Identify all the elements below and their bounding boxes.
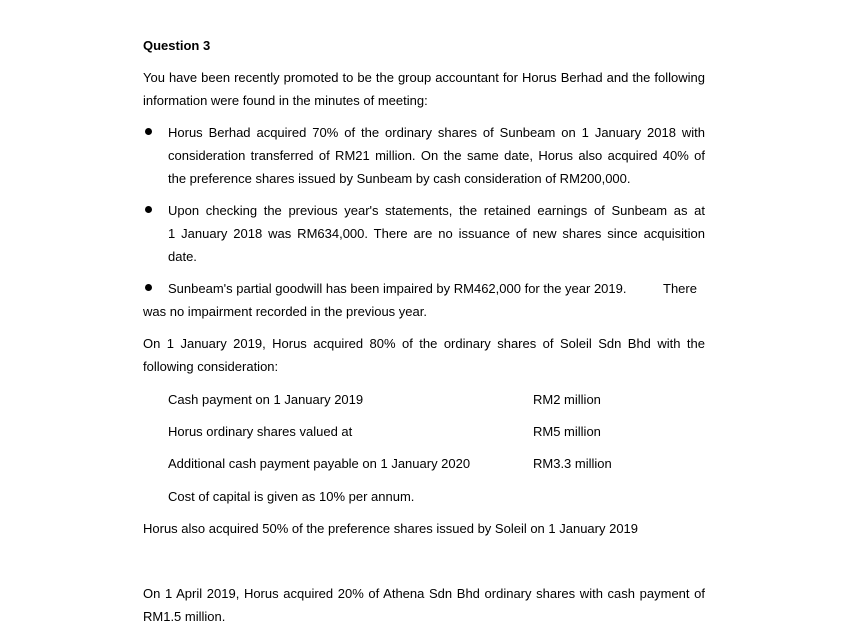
intro-line-1: You have been recently promoted to be the group accountant for Horus Berhad and the following (143, 70, 705, 85)
bullet-1-line-2: consideration transferred of RM21 million. On the same date, Horus also acquired 40% of (168, 148, 705, 163)
preference-note: Horus also acquired 50% of the preference shares issued by Soleil on 1 January 2019 (143, 521, 639, 536)
bullet-2-line-1: Upon checking the previous year's statements, the retained earnings of Sunbeam as at (168, 203, 705, 218)
bullet-1-line-3: the preference shares issued by Sunbeam by cash consideration of RM200,000. (168, 171, 631, 186)
soleil-line-1: On 1 January 2019, Horus acquired 80% of the ordinary shares of Soleil Sdn Bhd with the (143, 336, 705, 351)
athena-line-1: On 1 April 2019, Horus acquired 20% of Athena Sdn Bhd ordinary shares with cash payment of (143, 586, 705, 601)
bullet-3-dot (145, 284, 152, 291)
consideration-item-1: Cash payment on 1 January 2019 (168, 392, 364, 407)
soleil-line-2: following consideration: (143, 359, 279, 374)
bullet-1-line-1: Horus Berhad acquired 70% of the ordinary shares of Sunbeam on 1 January 2018 with (168, 125, 705, 140)
consideration-item-2: Horus ordinary shares valued at (168, 424, 353, 439)
consideration-amount-1: RM2 million (533, 392, 601, 407)
consideration-amount-3: RM3.3 million (533, 456, 612, 471)
bullet-2-line-3: date. (168, 249, 197, 264)
consideration-amount-2: RM5 million (533, 424, 601, 439)
consideration-item-3: Additional cash payment payable on 1 January 2020 (168, 456, 471, 471)
athena-line-2: RM1.5 million. (143, 609, 226, 624)
bullet-3-line-2: was no impairment recorded in the previous year. (143, 304, 427, 319)
bullet-1-dot (145, 128, 152, 135)
bullet-3-line-1-end: There (663, 281, 697, 296)
question-title: Question 3 (143, 38, 211, 53)
bullet-3-line-1: Sunbeam's partial goodwill has been impaired by RM462,000 for the year 2019. (168, 281, 627, 296)
cost-of-capital: Cost of capital is given as 10% per annum. (168, 489, 415, 504)
bullet-2-dot (145, 206, 152, 213)
intro-line-2: information were found in the minutes of meeting: (143, 93, 428, 108)
bullet-2-line-2: 1 January 2018 was RM634,000. There are no issuance of new shares since acquisition (168, 226, 705, 241)
